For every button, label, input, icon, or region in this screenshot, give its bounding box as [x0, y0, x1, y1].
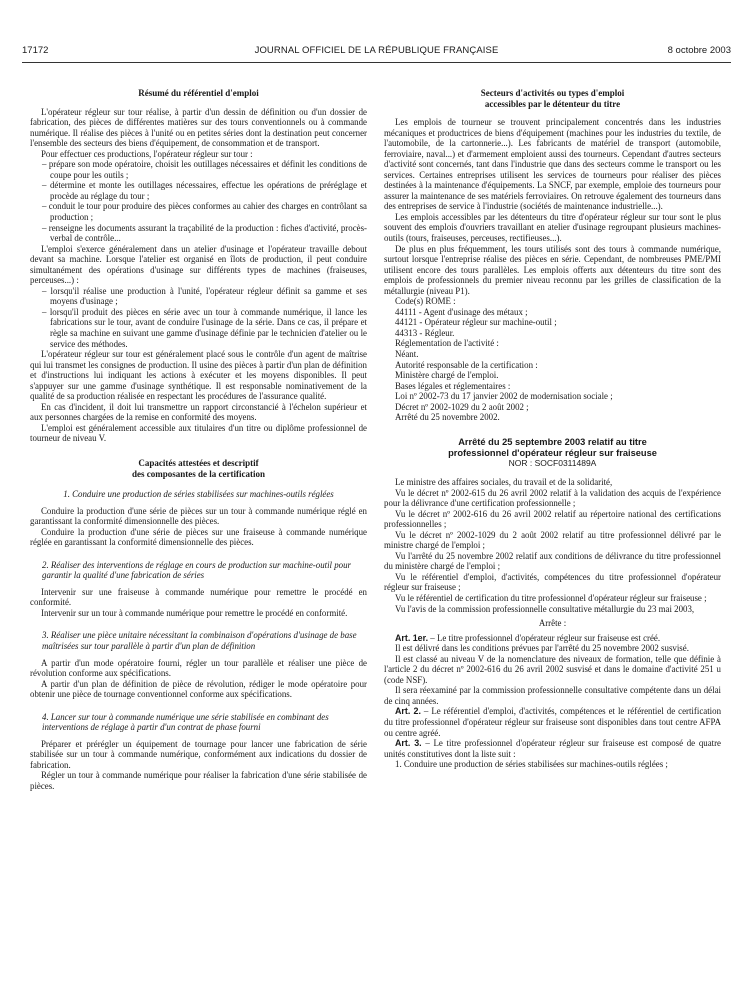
article-3 [384, 738, 721, 759]
competence-title: 1. Conduire une production de séries stabilisées sur machines-outils réglées [63, 489, 334, 499]
paragraph: Vu l'arrêté du 25 novembre 2002 relatif aux conditions de délivrance du titre professionnel du ministère chargé de l'emploi ; [384, 550, 721, 572]
paragraph: L'emploi est généralement accessible aux titulaires d'un titre ou diplôme professionnel de tourneur de niveau V. [30, 422, 367, 444]
article-2 [384, 706, 721, 738]
article-text: – Le titre professionnel d'opérateur régleur sur fraiseuse est créé. [430, 632, 661, 643]
list-item: – conduit le tour pour produire des pièces conformes au cahier des charges en contrôlant sa production ; [42, 201, 367, 222]
article-text: – Le référentiel d'emploi, d'activités, compétences et le référentiel de certification du titre professionnel d'opérateur régleur sur fraiseuse sont disponibles dans tout centre AFPA ou centre agréé. [384, 706, 722, 738]
authority-value: Ministère chargé de l'emploi. [395, 370, 499, 381]
rome-codes [384, 296, 721, 423]
code-line: 44111 - Agent d'usinage des métaux ; [395, 306, 528, 317]
paragraph: A partir d'un plan de définition de pièce de révolution, rédiger le mode opératoire pour obtenir une pièce de tournage conventionnel conforme aux spécifications. [30, 678, 367, 700]
page-header [22, 45, 731, 59]
arrete-word: Arrête : [538, 618, 567, 629]
authority-label: Autorité responsable de la certification : [395, 359, 538, 370]
list-item: – lorsqu'il produit des pièces en série avec un tour à commande numérique, il lance les fabrications sur le tour, avant de conduire l'usinage de la série. Dans ce cas, il prépare et règle sa machine en suivant une gamme d'usinage définie par le technicien d'atelier ou le service des méthodes. [42, 306, 367, 349]
list-item: – lorsqu'il réalise une production à l'unité, l'opérateur régleur définit sa gamme et ses moyens d'usinage ; [42, 285, 367, 307]
article-label: Art. 2. [395, 706, 421, 717]
paragraph: L'opérateur régleur sur tour est généralement placé sous le contrôle d'un agent de maîtrise qui lui transmet les consignes de production. Il usine des pièces à partir d'un plan de définition et d'instructions lui indiquant les actions à exécuter et les moyens disponibles. Il peut s'appuyer sur une gamme d'usinage synthétique. Il est responsable nominativement de la qualité de sa production réalisée en respectant les procédures de l'assurance qualité. [30, 349, 367, 402]
paragraph: Vu le décret nº 2002-616 du 26 avril 2002 relatif au répertoire national des certifications professionnelles ; [384, 508, 721, 530]
paragraph: Régler un tour à commande numérique pour réaliser la fabrication d'une série stabilisée de pièces. [30, 770, 367, 792]
paragraph: De plus en plus fréquemment, les tours utilisés sont des tours à commande numérique, surtout lorsque l'entreprise réalise des pièces en série. Cependant, de nombreuses PME/PMI utilisent encore des tours parallèles. Les emplois offerts aux détenteurs du titre sont des emplois de professionnels du premier niveau reconnu par les grilles de classification de la métallurgie (niveau P1). [384, 243, 721, 296]
article-label: Art. 3. [395, 738, 422, 749]
list-item: – prépare son mode opératoire, choisit les outillages nécessaires et définit les conditions de coupe pour les outils ; [42, 159, 367, 180]
article-label: Art. 1er. [395, 632, 429, 643]
list-item: – détermine et monte les outillages nécessaires, effectue les opérations de préréglage et procède au réglage du tour ; [42, 180, 367, 201]
paragraph: Il est délivré dans les conditions prévues par l'arrêté du 25 novembre 2002 susvisé. [395, 643, 689, 654]
resume-title: Résumé du référentiel d'emploi [138, 88, 259, 98]
paragraph: L'opérateur régleur sur tour réalise, à partir d'un dessin de définition ou d'un dossier de fabrication, des pièces de différentes matières sur des tours conventionnels ou à commande numérique. Il réalise des pièces à l'unité ou en petites séries dont la destination peut concerner l'ensemble des secteurs des biens d'équipement, de consommation et de transport. [30, 106, 367, 149]
paragraph: 1. Conduire une production de séries stabilisées sur machines-outils réglées ; [395, 759, 668, 770]
paragraph: Il sera réexaminé par la commission professionnelle consultative compétente dans un délai de cinq années. [384, 685, 721, 706]
competence-title: 4. Lancer sur tour à commande numérique une série stabilisée en combinant des interventions de réglage à partir d'un contrat de phase fourni [42, 711, 329, 733]
paragraph: Le ministre des affaires sociales, du travail et de la solidarité, [395, 477, 613, 487]
decree-title: professionnel d'opérateur régleur sur fraiseuse [448, 447, 657, 458]
regulation-value: Néant. [395, 349, 419, 360]
paragraph: Les emplois accessibles par les détenteurs du titre d'opérateur régleur sur tour sont le plus souvent des emplois d'ouvriers travaillant en atelier d'usinage regroupant plusieurs machines-outils (tours, fraiseuses, perceuses, rectifieuses...). [384, 211, 721, 244]
paragraph: Vu le référentiel d'emploi, d'activités, compétences du titre professionnel d'opérateur régleur sur fraiseuse ; [384, 571, 721, 593]
code-line: 44121 - Opérateur régleur sur machine-outil ; [395, 317, 557, 328]
section-title: Secteurs d'activités ou types d'emploi [480, 88, 625, 98]
nor-reference: NOR : SOCF0311489A [508, 458, 597, 469]
section-title: des composantes de la certification [132, 468, 265, 479]
paragraph: Intervenir sur une fraiseuse à commande numérique pour remettre le procédé en conformité. [30, 586, 367, 608]
paragraph: Intervenir sur un tour à commande numérique pour remettre le procédé en conformité. [41, 607, 348, 618]
competence-title: 2. Réaliser des interventions de réglage en cours de production sur machine-outil pour garantir la qualité d'une fabrication de séries [42, 559, 352, 581]
paragraph: Il est classé au niveau V de la nomenclature des niveaux de formation, telle que définie à l'article 2 du décret nº 2002-616 du 26 avril 2002 susvisé et dans le domaine d'activité 251 u (code NSF). [384, 653, 721, 685]
legal-base: Loi nº 2002-73 du 17 janvier 2002 de modernisation sociale ; [395, 391, 613, 402]
article-1 [384, 633, 721, 644]
competence-title: 3. Réaliser une pièce unitaire nécessitant la combinaison d'opérations d'usinage de base maîtrisées sur tour parallèle à partir d'un plan de définition [42, 630, 357, 652]
paragraph: Vu l'avis de la commission professionnelle consultative métallurgie du 23 mai 2003, [395, 603, 695, 614]
header-rule [22, 62, 731, 63]
section-title: accessibles par le détenteur du titre [484, 98, 621, 109]
left-column [30, 88, 367, 792]
publication-date: 8 octobre 2003 [667, 45, 731, 56]
paragraph: A partir d'un mode opératoire fourni, régler un tour parallèle et réaliser une pièce de révolution conforme aux spécifications. [30, 657, 367, 679]
code-line: Code(s) ROME : [395, 296, 456, 307]
page-number: 17172 [22, 45, 49, 56]
article-text: – Le titre professionnel d'opérateur régleur sur fraiseuse est composé de quatre unités constitutives dont la liste suit : [384, 738, 721, 759]
paragraph: Préparer et prérégler un équipement de tournage pour lancer une fabrication de série stabilisée sur un tour à commande numérique, conformément aux indications du dossier de fabrication. [30, 738, 367, 770]
code-line: 44313 - Régleur. [395, 327, 455, 338]
legal-bases-label: Bases légales et réglementaires : [395, 380, 511, 391]
legal-base: Décret nº 2002-1029 du 2 août 2002 ; [395, 401, 529, 412]
paragraph: Vu le décret nº 2002-1029 du 2 août 2002 relatif au titre professionnel délivré par le ministre chargé de l'emploi ; [384, 529, 721, 551]
paragraph: Vu le référentiel de certification du titre professionnel d'opérateur régleur sur fraiseuse ; [395, 593, 707, 604]
legal-base: Arrêté du 25 novembre 2002. [395, 412, 500, 423]
journal-title: JOURNAL OFFICIEL DE LA RÉPUBLIQUE FRANÇAISE [254, 45, 499, 56]
list-item: – renseigne les documents assurant la traçabilité de la production : fiches d'activité, procès-verbal de contrôle... [42, 222, 367, 244]
section-title: Capacités attestées et descriptif [138, 458, 259, 468]
paragraph: Conduire la production d'une série de pièces sur un tour à commande numérique réglé en garantissant la conformité dimensionnelle des pièces. [30, 505, 367, 527]
paragraph: Vu le décret nº 2002-615 du 26 avril 2002 relatif à la validation des acquis de l'expérience pour la délivrance d'une certification professionnelle ; [384, 487, 721, 509]
regulation-label: Réglementation de l'activité : [395, 338, 499, 349]
decree-title: Arrêté du 25 septembre 2003 relatif au titre [458, 436, 647, 447]
paragraph: Conduire la production d'une série de pièces sur une fraiseuse à commande numérique réglée en garantissant la conformité dimensionnelle des pièces. [30, 526, 367, 548]
paragraph: Pour effectuer ces productions, l'opérateur régleur sur tour : [41, 148, 253, 159]
paragraph: Les emplois de tourneur se trouvent principalement concentrés dans les industries mécaniques et productrices de biens d'équipement (machines pour les industries du textile, de l'automobile, de la cartonnerie...). Les fabricants de matériel de transport (automobile, ferroviaire, naval...) et d'armement emploient aussi des tourneurs. Cependant d'autres secteurs d'activité sont concernés, tant dans l'industrie que dans des secteurs comme le transport ou les services. Certaines entreprises utilisent les services de tourneurs pour réaliser des pièces destinées à la maintenance d'équipements. La SNCF, par exemple, emploie des tourneurs pour assurer la maintenance de ses matériels ferroviaires. On retrouve également des tourneurs dans des entreprises de service à l'industrie (sociétés de maintenance industrielle...). [384, 117, 721, 212]
paragraph: L'emploi s'exerce généralement dans un atelier d'usinage et l'opérateur travaille debout devant sa machine. Lorsque l'atelier est organisé en îlots de production, il peut conduire simultanément des opérations d'usinage sur différents types de machines (fraiseuses, perceuses...) : [30, 243, 367, 286]
right-column [384, 88, 721, 770]
paragraph: En cas d'incident, il doit lui transmettre un rapport circonstancié à l'échelon supérieur et aux personnes chargées de la remise en conformité des moyens. [30, 401, 367, 423]
